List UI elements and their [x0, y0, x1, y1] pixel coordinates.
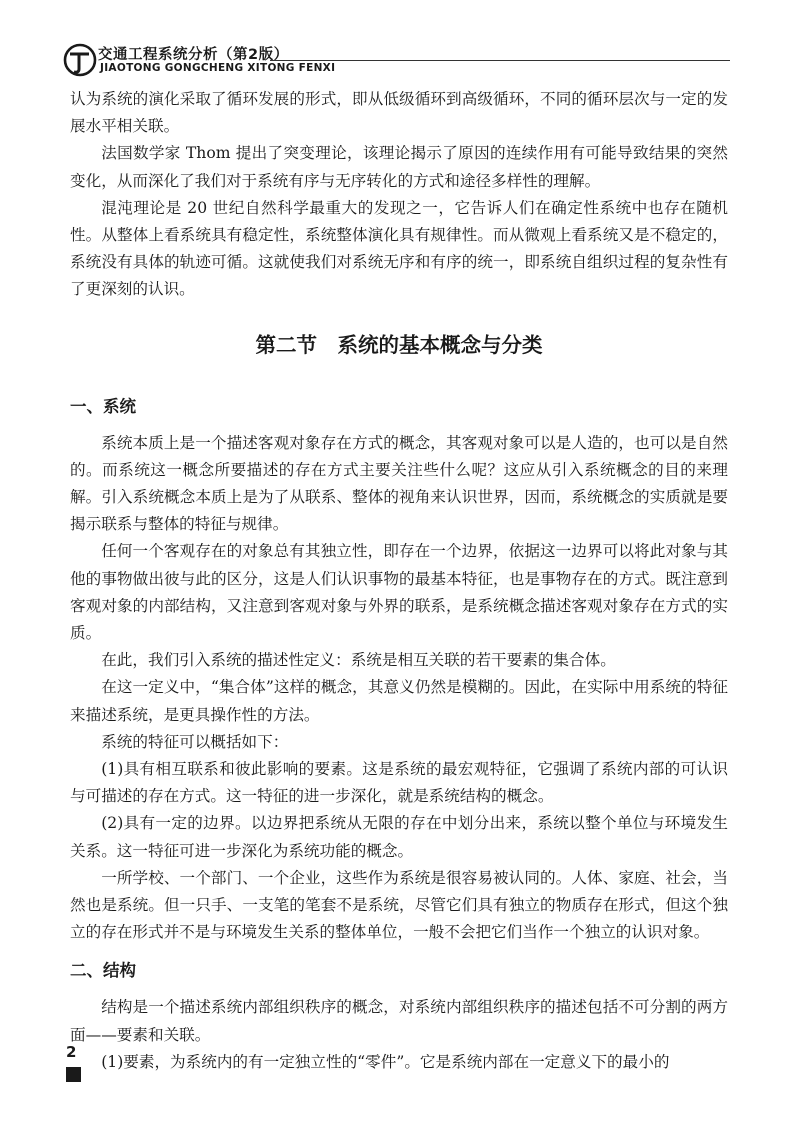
paragraph: 结构是一个描述系统内部组织秩序的概念，对系统内部组织秩序的描述包括不可分割的两方面——要素和关联。: [70, 998, 728, 1044]
paragraph: 一所学校、一个部门、一个企业，这些作为系统是很容易被认同的。人体、家庭、社会，当然也是系统。但一只手、一支笔的笔套不是系统，尽管它们具有独立的物质存在形式，但这个独立的存在形式并不是与环境发生关系的整体单位，一般不会把它们当作一个独立的认识对象。: [70, 868, 728, 942]
subsection-title: 一、系统: [70, 396, 136, 416]
page-number: 2: [66, 1043, 77, 1061]
paragraph: 系统的特征可以概括如下：: [101, 732, 289, 751]
list-item: (2)具有一定的边界。以边界把系统从无限的存在中划分出来，系统以整个单位与环境发生关系。这一特征可进一步深化为系统功能的概念。: [70, 814, 728, 860]
section-title: 第二节 系统的基本概念与分类: [255, 332, 543, 357]
publisher-logo-icon: [62, 42, 98, 78]
paragraph: 在这一定义中，“集合体”这样的概念，其意义仍然是模糊的。因此，在实际中用系统的特征来描述系统，是更具操作性的方法。: [70, 678, 728, 724]
paragraph: 认为系统的演化采取了循环发展的形式，即从低级循环到高级循环，不同的循环层次与一定的发展水平相关联。: [70, 90, 728, 136]
list-item: (1)要素，为系统内的有一定独立性的“零件”。它是系统内部在一定意义下的最小的: [101, 1052, 670, 1071]
book-title: 交通工程系统分析（第2版）: [98, 47, 289, 63]
list-item: (1)具有相互联系和彼此影响的要素。这是系统的最宏观特征，它强调了系统内部的可认识与可描述的存在方式。这一特征的进一步深化，就是系统结构的概念。: [70, 760, 728, 806]
header-rule: [270, 60, 730, 61]
page-corner-mark: [66, 1067, 81, 1082]
paragraph: 混沌理论是 20 世纪自然科学最重大的发现之一，它告诉人们在确定性系统中也存在随机性。从整体上看系统具有稳定性，系统整体演化具有规律性。而从微观上看系统又是不稳定的，系统没有具体的轨迹可循。这就使我们对系统无序和有序的统一，即系统自组织过程的复杂性有了更深刻的认识。: [70, 198, 728, 299]
paragraph: 法国数学家 Thom 提出了突变理论，该理论揭示了原因的连续作用有可能导致结果的突然变化，从而深化了我们对于系统有序与无序转化的方式和途径多样性的理解。: [70, 144, 728, 190]
paragraph: 系统本质上是一个描述客观对象存在方式的概念，其客观对象可以是人造的，也可以是自然的。而系统这一概念所要描述的存在方式主要关注些什么呢？这应从引入系统概念的目的来理解。引入系统概念本质上是为了从联系、整体的视角来认识世界，因而，系统概念的实质就是要揭示联系与整体的特征与规律。: [70, 433, 728, 534]
page-header: [62, 40, 730, 80]
page-body: [70, 86, 728, 1076]
subsection-title: 二、结构: [70, 961, 136, 981]
paragraph: 任何一个客观存在的对象总有其独立性，即存在一个边界，依据这一边界可以将此对象与其他的事物做出彼与此的区分，这是人们认识事物的最基本特征，也是事物存在的方式。既注意到客观对象的内部结构，又注意到客观对象与外界的联系，是系统概念描述客观对象存在方式的实质。: [70, 542, 728, 643]
book-title-pinyin: JIAOTONG GONGCHENG XITONG FENXI: [100, 62, 336, 74]
paragraph: 在此，我们引入系统的描述性定义：系统是相互关联的若干要素的集合体。: [101, 651, 616, 670]
